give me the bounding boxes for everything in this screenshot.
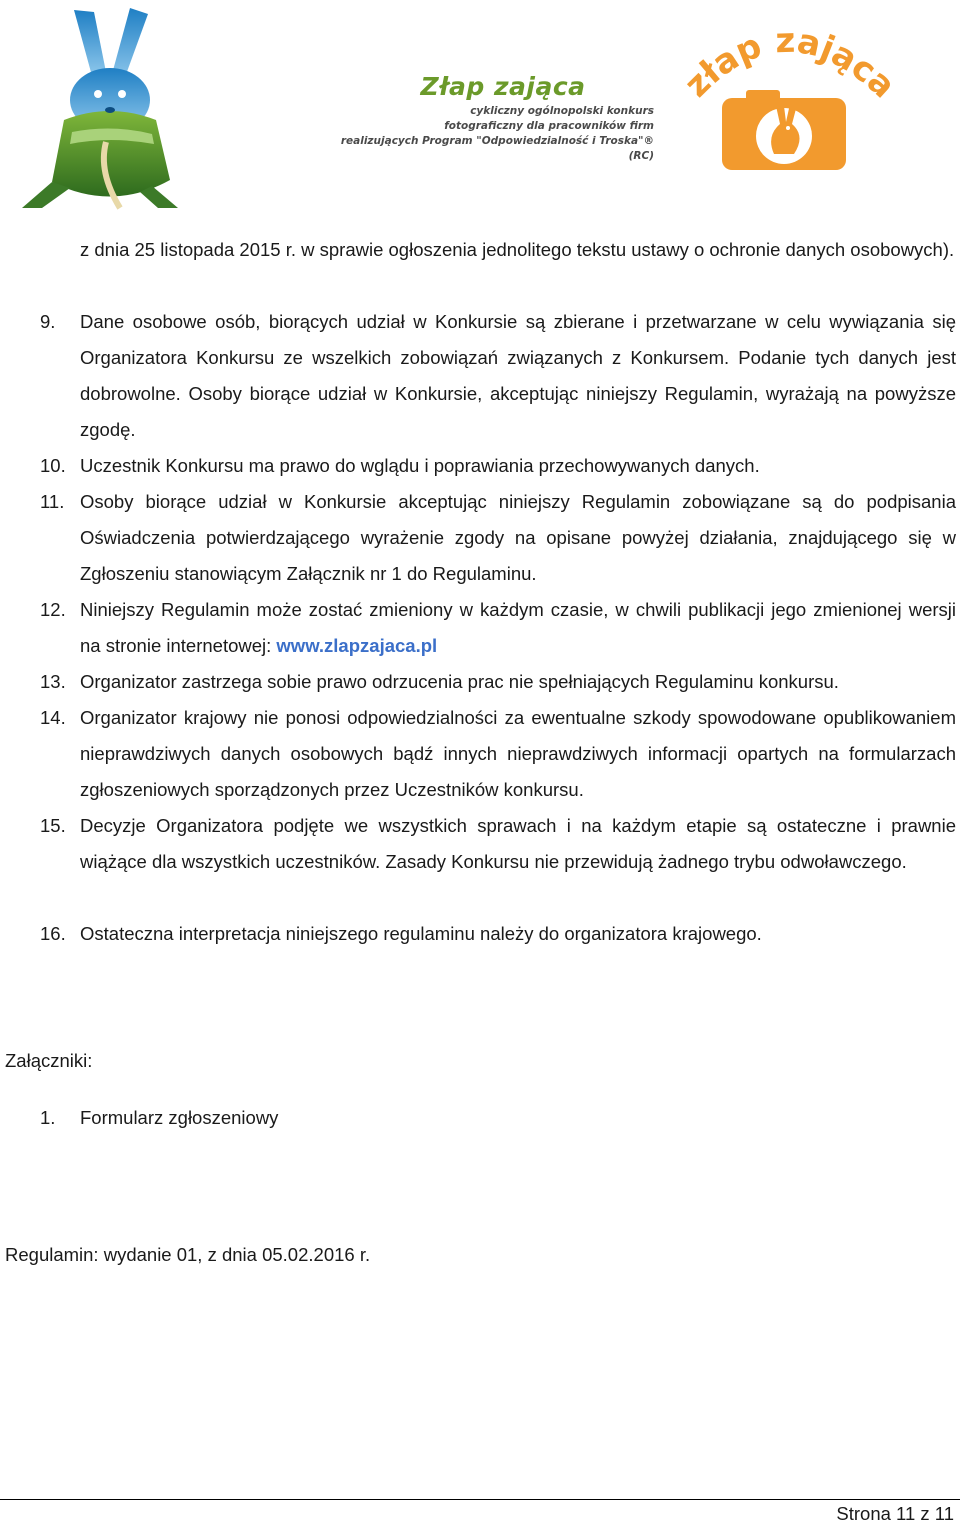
list-item — [40, 448, 956, 484]
item-text — [80, 592, 956, 664]
item-number: 12. — [40, 599, 66, 620]
item-text: Uczestnik Konkursu ma prawo do wglądu i poprawiania przechowywanych danych. — [80, 455, 760, 476]
item-text: Organizator krajowy nie ponosi odpowiedzialności za ewentualne szkody spowodowane opublikowaniem nieprawdziwych danych osobowych bądź innych nieprawdziwych informacji opartych na formularzach zgłoszeniowych sporządzonych przez Uczestników konkursu. — [80, 707, 956, 800]
list-item — [40, 916, 956, 952]
hare-landscape-logo — [2, 2, 202, 217]
item-text: Osoby biorące udział w Konkursie akceptując niniejszy Regulamin zobowiązane są do podpisania Oświadczenia potwierdzającego wyrażenie zgody na opisane powyżej działania, znajdującego się w Zgłoszeniu stanowiącym Załącznik nr 1 do Regulaminu. — [80, 491, 956, 584]
item-text-body: Niniejszy Regulamin może zostać zmieniony w każdym czasie, w chwili publikacji jego zmienionej wersji na stronie internetowej: — [80, 599, 956, 656]
page-header — [0, 0, 960, 215]
list-item — [40, 700, 956, 808]
list-item — [40, 592, 956, 664]
contest-subtitle-line-3: realizujących Program "Odpowiedzialność i Troska"® (RC) — [340, 135, 654, 162]
item-number: 9. — [40, 311, 56, 332]
item-text: Ostateczna interpretacja niniejszego regulaminu należy do organizatora krajowego. — [80, 923, 762, 944]
list-item — [40, 664, 956, 700]
item-text: Decyzje Organizatora podjęte we wszystkich sprawach i na każdym etapie są ostateczne i prawnie wiążące dla wszystkich uczestników. Zasady Konkursu nie przewidują żadnego trybu odwoławczego. — [80, 815, 956, 872]
camera-hare-logo — [676, 12, 896, 182]
attachment-text: Formularz zgłoszeniowy — [80, 1107, 279, 1128]
item-number: 14. — [40, 707, 66, 728]
contest-description — [338, 70, 668, 164]
contest-subtitle-line-2: fotograficzny dla pracowników firm — [444, 120, 654, 132]
item-number: 15. — [40, 815, 66, 836]
list-item — [40, 304, 956, 448]
item-number: 16. — [40, 923, 66, 944]
list-item — [40, 808, 956, 880]
footer-divider — [0, 1499, 960, 1500]
contest-subtitle-line-1: cykliczny ogólnopolski konkurs — [470, 105, 654, 117]
page-number: Strona 11 z 11 — [836, 1503, 954, 1524]
item-text: Organizator zastrzega sobie prawo odrzucenia prac nie spełniających Regulaminu konkursu. — [80, 671, 839, 692]
attachment-number: 1. — [40, 1107, 56, 1128]
edition-line: Regulamin: wydanie 01, z dnia 05.02.2016 r. — [5, 1244, 371, 1265]
website-link[interactable]: www.zlapzajaca.pl — [276, 635, 438, 656]
attachment-item — [40, 1100, 278, 1136]
right-logo-text: złap zając — [676, 20, 884, 106]
list-item — [40, 484, 956, 592]
item-text: Dane osobowe osób, biorących udział w Konkursie są zbierane i przetwarzane w celu wywiązania się Organizatora Konkursu ze wszelkich zobowiązań związanych z Konkursem. Podanie tych danych jest dobrowolne. Osoby biorące udział w Konkursie, akceptując niniejszy Regulamin, wyrażają na powyższe zgodę. — [80, 311, 956, 440]
attachments-heading: Załączniki: — [5, 1050, 93, 1071]
svg-text:złap zająca — [677, 21, 896, 107]
item-number: 11. — [40, 491, 65, 512]
intro-paragraph: z dnia 25 listopada 2015 r. w sprawie ogłoszenia jednolitego tekstu ustawy o ochronie danych osobowych). — [80, 239, 955, 260]
item-number: 10. — [40, 455, 66, 476]
contest-title: Złap zająca — [420, 72, 586, 101]
item-number: 13. — [40, 671, 66, 692]
